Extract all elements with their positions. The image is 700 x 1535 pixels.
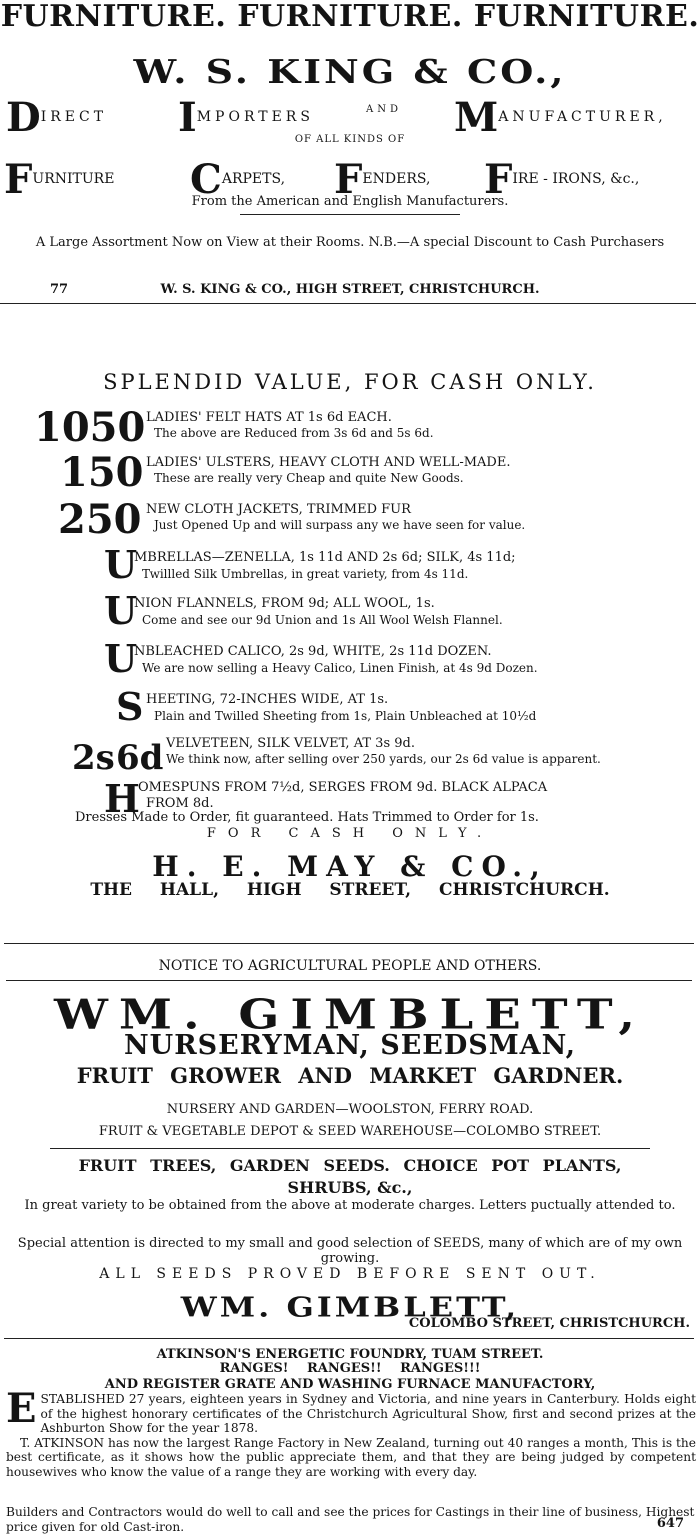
- may-item-title-cont: FROM 8d.: [146, 796, 214, 811]
- atkinson-heading: ATKINSON'S ENERGETIC FOUNDRY, TUAM STREET.: [156, 1347, 544, 1362]
- may-drop-cap: H: [104, 776, 140, 821]
- gimblett-mid-rule: [50, 1148, 650, 1149]
- gimblett-fruit-trees: FRUIT TREES, GARDEN SEEDS. CHOICE POT PLANTS,: [78, 1156, 622, 1175]
- may-item-detail: Twillled Silk Umbrellas, in great variety, from 4s 11d.: [142, 567, 469, 581]
- gimblett-bottom-rule: [4, 1338, 694, 1339]
- gimblett-signature: WM. GIMBLETT,: [180, 1290, 520, 1324]
- gimblett-fruit-grower: FRUIT GROWER AND MARKET GARDNER.: [76, 1063, 624, 1088]
- gimblett-name: WM. GIMBLETT,: [53, 991, 647, 1039]
- may-item-detail: The above are Reduced from 3s 6d and 5s 6d.: [154, 426, 434, 440]
- atkinson-range-factory-paragraph: T. ATKINSON has now the largest Range Factory in New Zealand, turning out 40 ranges a month, This is the best certificate, as it shows how the public appreciate them, and that they are being judged by competent housewives who know the value of a range they are working with every day.: [6, 1435, 696, 1479]
- may-item-title: MBRELLAS—ZENELLA, 1s 11d AND 2s 6d; SILK, 4s 11d;: [134, 550, 516, 565]
- gimblett-nurseryman: NURSERYMAN, SEEDSMAN,: [124, 1030, 576, 1061]
- may-item-title: NEW CLOTH JACKETS, TRIMMED FUR: [146, 502, 411, 517]
- atkinson-body: [6, 1385, 696, 1479]
- may-item-title: LADIES' FELT HATS AT 1s 6d EACH.: [146, 410, 392, 425]
- king-word-furniture: FURNITURE: [4, 156, 115, 203]
- may-item-title: HEETING, 72-INCHES WIDE, AT 1s.: [146, 692, 389, 707]
- king-word-importers: IMPORTERS: [178, 94, 314, 141]
- may-item-detail: Just Opened Up and will surpass any we have seen for value.: [154, 518, 526, 532]
- king-ad-number: 77: [50, 282, 69, 297]
- may-item-title: NION FLANNELS, FROM 9d; ALL WOOL, 1s.: [134, 596, 435, 611]
- king-from-manufacturers: From the American and English Manufacturers.: [191, 194, 509, 209]
- may-item-number: 1050: [34, 404, 146, 451]
- may-item-detail: These are really very Cheap and quite New Goods.: [154, 471, 464, 485]
- may-bottom-rule: [4, 943, 694, 944]
- king-word-direct: DIRECT: [6, 94, 108, 141]
- may-for-cash-only: FOR CASH ONLY.: [206, 826, 494, 841]
- may-dresses-notice: Dresses Made to Order, fit guaranteed. Hats Trimmed to Order for 1s.: [75, 810, 539, 825]
- king-heading: FURNITURE. FURNITURE. FURNITURE.: [0, 0, 700, 34]
- gimblett-nursery-address: NURSERY AND GARDEN—WOOLSTON, FERRY ROAD.: [166, 1102, 534, 1117]
- may-company-name: H. E. MAY & CO.,: [152, 850, 548, 883]
- may-drop-cap: S: [116, 684, 144, 729]
- gimblett-seeds-paragraph: Special attention is directed to my small and good selection of SEEDS, many of which are of my own growing.: [17, 1236, 683, 1266]
- atkinson-drop-cap: E: [6, 1385, 37, 1432]
- atkinson-established-paragraph: STABLISHED 27 years, eighteen years in Sydney and Victoria, and nine years in Canterbury. Holds eight of the highest honorary certificates of the Christchurch Agricultural Show, first and second prizes at the Ashburton Show for the year 1878.: [40, 1392, 696, 1435]
- gimblett-depot-address: FRUIT & VEGETABLE DEPOT & SEED WAREHOUSE—COLOMBO STREET.: [98, 1124, 602, 1139]
- gimblett-variety-paragraph: In great variety to be obtained from the above at moderate charges. Letters puctually attended to.: [24, 1198, 676, 1213]
- may-item-title: NBLEACHED CALICO, 2s 9d, WHITE, 2s 11d DOZEN.: [134, 644, 492, 659]
- may-item-detail: Come and see our 9d Union and 1s All Wool Welsh Flannel.: [142, 613, 503, 627]
- king-word-manufacturer: MANUFACTURER,: [454, 94, 667, 141]
- may-item-title: LADIES' ULSTERS, HEAVY CLOTH AND WELL-MADE.: [146, 455, 511, 470]
- king-address-line: [0, 282, 700, 297]
- may-address: THE HALL, HIGH STREET, CHRISTCHURCH.: [90, 880, 610, 900]
- may-item-number: 250: [58, 496, 142, 543]
- may-item-detail: We think now, after selling over 250 yards, our 2s 6d value is apparent.: [166, 752, 601, 766]
- king-word-carpets: CARPETS,: [190, 156, 286, 203]
- atkinson-grate-manufactory: AND REGISTER GRATE AND WASHING FURNACE MANUFACTORY,: [104, 1377, 596, 1392]
- may-velvet-price-shillings: 2s: [72, 738, 115, 778]
- may-drop-cap: U: [104, 588, 138, 633]
- gimblett-seeds-proved: ALL SEEDS PROVED BEFORE SENT OUT.: [99, 1266, 601, 1282]
- king-word-and: AND: [366, 104, 402, 115]
- king-short-rule: [240, 214, 460, 215]
- atkinson-ranges: RANGES! RANGES!! RANGES!!!: [219, 1361, 481, 1376]
- king-word-fenders: FENDERS,: [334, 156, 431, 203]
- may-drop-cap: U: [104, 542, 138, 587]
- may-heading: SPLENDID VALUE, FOR CASH ONLY.: [103, 370, 597, 394]
- gimblett-shrubs: SHRUBS, &c.,: [287, 1178, 413, 1197]
- may-item-detail: Plain and Twilled Sheeting from 1s, Plain Unbleached at 10½d: [154, 709, 537, 723]
- king-assortment-notice: A Large Assortment Now on View at their Rooms. N.B.—A special Discount to Cash Purchasers: [35, 235, 665, 250]
- king-address: W. S. KING & CO., HIGH STREET, CHRISTCHURCH.: [160, 282, 540, 297]
- atkinson-ad-number: 647: [656, 1516, 684, 1531]
- may-item-title: OMESPUNS FROM 7½d, SERGES FROM 9d. BLACK ALPACA: [138, 780, 548, 795]
- may-item-detail: We are now selling a Heavy Calico, Linen Finish, at 4s 9d Dozen.: [142, 661, 538, 675]
- atkinson-builders-paragraph: Builders and Contractors would do well to call and see the prices for Castings in their line of business, Highest price given for old Cast-iron.: [6, 1505, 695, 1534]
- may-drop-cap: U: [104, 636, 138, 681]
- king-company-name: W. S. KING & CO.,: [133, 52, 567, 91]
- may-item-title: VELVETEEN, SILK VELVET, AT 3s 9d.: [166, 736, 415, 751]
- gimblett-address: COLOMBO STREET, CHRISTCHURCH.: [408, 1316, 690, 1331]
- king-bottom-rule: [0, 303, 696, 304]
- king-word-fire-irons: FIRE - IRONS, &c.,: [484, 156, 640, 203]
- may-velvet-price-pence: 6d: [116, 738, 164, 778]
- gimblett-top-rule: [6, 980, 692, 981]
- king-of-all-kinds: OF ALL KINDS OF: [294, 134, 406, 145]
- gimblett-notice: NOTICE TO AGRICULTURAL PEOPLE AND OTHERS.: [158, 958, 542, 974]
- may-item-number: 150: [60, 449, 144, 496]
